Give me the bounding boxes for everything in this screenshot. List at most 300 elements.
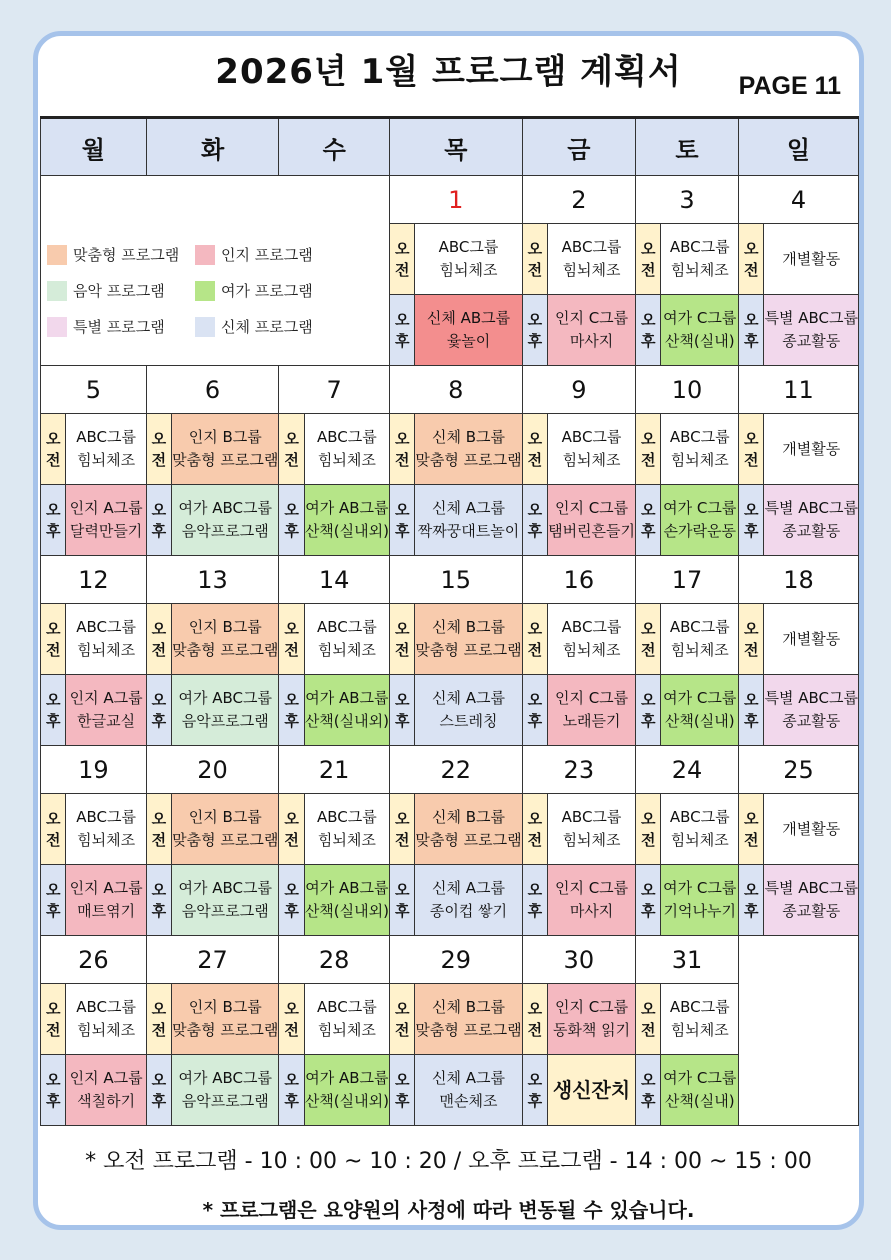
afternoon-program <box>661 675 739 746</box>
morning-slot-label: 오전 <box>636 984 661 1055</box>
legend-label: 특별 프로그램 <box>73 318 165 336</box>
legend-swatch <box>195 281 215 301</box>
program-activity: 맞춤형 프로그램 <box>172 831 279 849</box>
program-group: 인지 B그룹 <box>188 618 262 636</box>
program-activity: 힘뇌체조 <box>317 641 376 659</box>
morning-program <box>172 794 279 865</box>
day-number: 10 <box>636 366 739 414</box>
program-activity: 종교활동 <box>782 332 841 350</box>
legend-item <box>195 244 325 265</box>
program-group: 신체 A그룹 <box>432 879 506 897</box>
program-group: 인지 A그룹 <box>69 499 143 517</box>
program-group: 인지 C그룹 <box>554 879 629 897</box>
legend-item <box>47 316 195 337</box>
afternoon-row <box>41 865 859 936</box>
program-activity: 산책(실내) <box>664 712 735 730</box>
program-activity: 종교활동 <box>782 522 841 540</box>
morning-slot-label: 오전 <box>389 224 414 295</box>
afternoon-program <box>764 865 859 936</box>
afternoon-program <box>172 865 279 936</box>
program-activity: 맞춤형 프로그램 <box>172 1021 279 1039</box>
program-activity: 맞춤형 프로그램 <box>415 831 522 849</box>
program-group: ABC그룹 <box>669 428 730 446</box>
day-number: 7 <box>279 366 390 414</box>
morning-program <box>548 604 636 675</box>
program-group: 인지 C그룹 <box>554 998 629 1016</box>
morning-program <box>415 984 522 1055</box>
morning-program <box>304 414 389 485</box>
afternoon-program <box>548 675 636 746</box>
afternoon-slot-label: 오후 <box>636 865 661 936</box>
day-number: 31 <box>636 936 739 984</box>
program-activity: 힘뇌체조 <box>317 831 376 849</box>
program-group: 신체 B그룹 <box>432 618 506 636</box>
program-group: 인지 C그룹 <box>554 689 629 707</box>
morning-program <box>172 414 279 485</box>
program-group: 여가 C그룹 <box>663 879 737 897</box>
legend-swatch <box>195 317 215 337</box>
program-activity: 동화책 읽기 <box>552 1021 631 1039</box>
program-group: 여가 ABC그룹 <box>178 499 272 517</box>
morning-slot-label: 오전 <box>41 794 66 865</box>
program-group: ABC그룹 <box>76 998 136 1016</box>
afternoon-slot-label: 오후 <box>389 1055 414 1126</box>
morning-program <box>415 414 522 485</box>
legend-swatch <box>47 317 67 337</box>
afternoon-program <box>661 865 739 936</box>
program-activity: 힘뇌체조 <box>670 261 729 279</box>
morning-program <box>304 604 389 675</box>
afternoon-slot-label: 오후 <box>279 1055 304 1126</box>
morning-slot-label: 오전 <box>522 794 547 865</box>
program-group: 신체 B그룹 <box>432 808 506 826</box>
program-activity: 음악프로그램 <box>181 1092 269 1110</box>
afternoon-slot-label: 오후 <box>636 485 661 556</box>
afternoon-program <box>415 295 522 366</box>
morning-slot-label: 오전 <box>636 224 661 295</box>
program-group: 개별활동 <box>782 249 841 268</box>
program-group: 인지 C그룹 <box>554 309 629 327</box>
program-activity: 힘뇌체조 <box>670 641 729 659</box>
program-group: 개별활동 <box>782 439 841 458</box>
afternoon-slot-label: 오후 <box>738 865 763 936</box>
legend-swatch <box>195 245 215 265</box>
afternoon-slot-label: 오후 <box>146 865 171 936</box>
program-group: ABC그룹 <box>76 808 136 826</box>
program-group: 여가 C그룹 <box>663 689 737 707</box>
program-group: 인지 A그룹 <box>69 1069 143 1087</box>
program-group: 특별 ABC그룹 <box>764 689 858 707</box>
day-number: 24 <box>636 746 739 794</box>
program-activity: 마사지 <box>569 902 614 920</box>
morning-slot-label: 오전 <box>146 604 171 675</box>
program-activity: 맞춤형 프로그램 <box>415 1021 522 1039</box>
legend-label: 인지 프로그램 <box>221 246 313 264</box>
program-group: 여가 C그룹 <box>663 1069 737 1087</box>
program-activity: 힘뇌체조 <box>77 451 136 469</box>
weekday-header: 금 <box>522 118 635 176</box>
morning-program <box>415 794 522 865</box>
calendar-table <box>40 116 859 1126</box>
day-number: 1 <box>389 176 522 224</box>
program-group: 특별 ABC그룹 <box>764 309 858 327</box>
day-number: 2 <box>522 176 635 224</box>
program-activity: 음악프로그램 <box>181 712 269 730</box>
afternoon-program <box>764 295 859 366</box>
program-activity: 산책(실내외) <box>304 712 389 730</box>
afternoon-slot-label: 오후 <box>738 485 763 556</box>
program-group: 인지 B그룹 <box>188 428 262 446</box>
program-activity: 힘뇌체조 <box>317 1021 376 1039</box>
morning-slot-label: 오전 <box>522 414 547 485</box>
afternoon-slot-label: 오후 <box>279 675 304 746</box>
program-activity: 매트엮기 <box>77 902 136 920</box>
day-number: 18 <box>738 556 858 604</box>
afternoon-slot-label: 오후 <box>146 675 171 746</box>
morning-slot-label: 오전 <box>389 984 414 1055</box>
morning-slot-label: 오전 <box>738 224 763 295</box>
program-activity: 종이컵 쌓기 <box>429 902 508 920</box>
day-number: 4 <box>738 176 858 224</box>
day-number: 3 <box>636 176 739 224</box>
program-activity: 맞춤형 프로그램 <box>415 641 522 659</box>
program-activity: 힘뇌체조 <box>439 261 498 279</box>
morning-slot-label: 오전 <box>389 414 414 485</box>
afternoon-program <box>66 865 146 936</box>
program-activity: 윷놀이 <box>446 332 491 350</box>
program-activity: 산책(실내외) <box>304 522 389 540</box>
day-number: 5 <box>41 366 147 414</box>
program-group: 여가 AB그룹 <box>305 879 389 897</box>
morning-slot-label: 오전 <box>522 984 547 1055</box>
program-activity: 힘뇌체조 <box>562 451 621 469</box>
program-activity: 달력만들기 <box>69 522 143 540</box>
morning-program <box>66 414 146 485</box>
program-group: 여가 ABC그룹 <box>178 1069 272 1087</box>
day-number-row <box>41 936 859 984</box>
day-number: 13 <box>146 556 279 604</box>
program-group: 여가 ABC그룹 <box>178 879 272 897</box>
afternoon-program <box>415 865 522 936</box>
afternoon-program <box>172 1055 279 1126</box>
program-activity: 힘뇌체조 <box>670 1021 729 1039</box>
legend-item <box>47 244 195 265</box>
program-group: 신체 B그룹 <box>432 428 506 446</box>
program-activity: 종교활동 <box>782 902 841 920</box>
afternoon-slot-label: 오후 <box>279 865 304 936</box>
page-number-label: PAGE 11 <box>738 72 841 100</box>
morning-slot-label: 오전 <box>636 794 661 865</box>
morning-slot-label: 오전 <box>279 794 304 865</box>
morning-slot-label: 오전 <box>41 414 66 485</box>
afternoon-slot-label: 오후 <box>522 485 547 556</box>
morning-program <box>415 224 522 295</box>
afternoon-program <box>415 485 522 556</box>
program-group: 개별활동 <box>782 819 841 838</box>
weekday-header: 수 <box>279 118 390 176</box>
empty-cell <box>738 936 858 1126</box>
morning-program <box>764 604 859 675</box>
afternoon-slot-label: 오후 <box>738 295 763 366</box>
program-activity: 산책(실내) <box>664 1092 735 1110</box>
day-number: 16 <box>522 556 635 604</box>
morning-program <box>66 984 146 1055</box>
afternoon-program <box>661 485 739 556</box>
program-group: ABC그룹 <box>76 618 136 636</box>
afternoon-program <box>661 1055 739 1126</box>
program-group: ABC그룹 <box>317 618 377 636</box>
morning-slot-label: 오전 <box>389 794 414 865</box>
program-activity: 음악프로그램 <box>181 902 269 920</box>
program-group: 여가 AB그룹 <box>305 499 389 517</box>
program-activity: 산책(실내외) <box>304 1092 389 1110</box>
program-group: 인지 A그룹 <box>69 689 143 707</box>
program-group: ABC그룹 <box>561 808 622 826</box>
morning-slot-label: 오전 <box>279 604 304 675</box>
weekday-header: 화 <box>146 118 279 176</box>
morning-program <box>548 794 636 865</box>
afternoon-row <box>41 1055 859 1126</box>
day-number: 6 <box>146 366 279 414</box>
afternoon-slot-label: 오후 <box>389 865 414 936</box>
program-activity: 산책(실내) <box>664 332 735 350</box>
day-number: 8 <box>389 366 522 414</box>
program-group: 신체 A그룹 <box>432 499 506 517</box>
morning-program <box>661 794 739 865</box>
program-activity: 종교활동 <box>782 712 841 730</box>
afternoon-program <box>66 1055 146 1126</box>
legend-swatch <box>47 281 67 301</box>
program-activity: 힘뇌체조 <box>77 831 136 849</box>
program-group: ABC그룹 <box>317 998 377 1016</box>
legend-label: 음악 프로그램 <box>73 282 165 300</box>
day-number: 20 <box>146 746 279 794</box>
afternoon-program <box>548 295 636 366</box>
weekday-header: 월 <box>41 118 147 176</box>
morning-slot-label: 오전 <box>279 984 304 1055</box>
afternoon-program <box>304 1055 389 1126</box>
afternoon-slot-label: 오후 <box>636 295 661 366</box>
program-group: ABC그룹 <box>669 618 730 636</box>
day-number: 9 <box>522 366 635 414</box>
morning-program <box>304 984 389 1055</box>
program-group: 인지 A그룹 <box>69 879 143 897</box>
morning-row <box>41 984 859 1055</box>
afternoon-slot-label: 오후 <box>522 865 547 936</box>
morning-program <box>661 224 739 295</box>
day-number: 15 <box>389 556 522 604</box>
afternoon-program <box>548 1055 636 1126</box>
program-activity: 노래듣기 <box>562 712 621 730</box>
morning-slot-label: 오전 <box>522 604 547 675</box>
morning-slot-label: 오전 <box>41 604 66 675</box>
afternoon-slot-label: 오후 <box>279 485 304 556</box>
afternoon-program <box>66 485 146 556</box>
afternoon-slot-label: 오후 <box>522 1055 547 1126</box>
afternoon-slot-label: 오후 <box>522 675 547 746</box>
afternoon-program <box>66 675 146 746</box>
program-group: 인지 B그룹 <box>188 998 262 1016</box>
day-number: 19 <box>41 746 147 794</box>
afternoon-program <box>172 675 279 746</box>
morning-slot-label: 오전 <box>738 604 763 675</box>
morning-program <box>66 604 146 675</box>
morning-slot-label: 오전 <box>738 414 763 485</box>
morning-slot-label: 오전 <box>41 984 66 1055</box>
afternoon-slot-label: 오후 <box>389 485 414 556</box>
legend-item <box>47 280 195 301</box>
program-group: ABC그룹 <box>669 808 730 826</box>
afternoon-program <box>764 675 859 746</box>
day-number: 21 <box>279 746 390 794</box>
afternoon-slot-label: 오후 <box>41 675 66 746</box>
afternoon-slot-label: 오후 <box>146 1055 171 1126</box>
morning-slot-label: 오전 <box>738 794 763 865</box>
program-activity: 색칠하기 <box>77 1092 136 1110</box>
program-activity: 힘뇌체조 <box>77 641 136 659</box>
program-group: ABC그룹 <box>317 808 377 826</box>
afternoon-slot-label: 오후 <box>636 1055 661 1126</box>
afternoon-slot-label: 오후 <box>41 1055 66 1126</box>
program-group: 생신잔치 <box>552 1077 631 1102</box>
program-activity: 맞춤형 프로그램 <box>172 641 279 659</box>
day-number: 23 <box>522 746 635 794</box>
legend <box>41 176 390 366</box>
morning-program <box>764 794 859 865</box>
afternoon-program <box>304 865 389 936</box>
morning-slot-label: 오전 <box>146 414 171 485</box>
program-activity: 짝짜꿍대트놀이 <box>417 522 520 540</box>
schedule-sheet <box>33 31 864 1230</box>
program-group: 여가 C그룹 <box>663 309 737 327</box>
program-group: 여가 AB그룹 <box>305 689 389 707</box>
morning-slot-label: 오전 <box>146 984 171 1055</box>
morning-program <box>764 224 859 295</box>
afternoon-slot-label: 오후 <box>389 675 414 746</box>
program-group: 여가 AB그룹 <box>305 1069 389 1087</box>
program-activity: 힘뇌체조 <box>562 261 621 279</box>
program-group: ABC그룹 <box>561 618 622 636</box>
afternoon-program <box>415 675 522 746</box>
program-group: 신체 AB그룹 <box>426 309 511 327</box>
day-number: 14 <box>279 556 390 604</box>
day-number: 17 <box>636 556 739 604</box>
program-group: ABC그룹 <box>561 238 622 256</box>
morning-row <box>41 604 859 675</box>
program-activity: 기억나누기 <box>663 902 736 920</box>
legend-item <box>195 280 325 301</box>
program-activity: 힘뇌체조 <box>317 451 376 469</box>
program-group: ABC그룹 <box>76 428 136 446</box>
program-activity: 손가락운동 <box>663 522 736 540</box>
day-number-row <box>41 556 859 604</box>
afternoon-program <box>304 675 389 746</box>
day-number: 29 <box>389 936 522 984</box>
morning-slot-label: 오전 <box>146 794 171 865</box>
afternoon-program <box>764 485 859 556</box>
program-activity: 힘뇌체조 <box>77 1021 136 1039</box>
morning-program <box>661 414 739 485</box>
program-activity: 음악프로그램 <box>181 522 269 540</box>
morning-slot-label: 오전 <box>279 414 304 485</box>
afternoon-slot-label: 오후 <box>522 295 547 366</box>
afternoon-slot-label: 오후 <box>636 675 661 746</box>
program-group: 신체 A그룹 <box>432 689 506 707</box>
program-activity: 맞춤형 프로그램 <box>172 451 279 469</box>
morning-program <box>764 414 859 485</box>
program-group: 인지 B그룹 <box>188 808 262 826</box>
afternoon-program <box>661 295 739 366</box>
program-group: 여가 ABC그룹 <box>178 689 272 707</box>
weekday-header-row <box>41 118 859 176</box>
program-group: ABC그룹 <box>669 998 730 1016</box>
morning-program <box>415 604 522 675</box>
morning-program <box>661 604 739 675</box>
weekday-header: 목 <box>389 118 522 176</box>
morning-program <box>172 984 279 1055</box>
morning-program <box>172 604 279 675</box>
morning-program <box>66 794 146 865</box>
day-number: 25 <box>738 746 858 794</box>
day-number: 30 <box>522 936 635 984</box>
day-number-row <box>41 366 859 414</box>
legend-swatch <box>47 245 67 265</box>
program-group: 신체 A그룹 <box>432 1069 506 1087</box>
afternoon-program <box>304 485 389 556</box>
program-activity: 힘뇌체조 <box>562 641 621 659</box>
program-activity: 산책(실내외) <box>304 902 389 920</box>
afternoon-program <box>172 485 279 556</box>
program-group: 특별 ABC그룹 <box>764 879 858 897</box>
program-activity: 한글교실 <box>77 712 136 730</box>
legend-label: 신체 프로그램 <box>221 318 313 336</box>
morning-row <box>41 414 859 485</box>
morning-program <box>304 794 389 865</box>
morning-slot-label: 오전 <box>636 414 661 485</box>
morning-slot-label: 오전 <box>636 604 661 675</box>
program-activity: 탬버린흔들기 <box>548 522 636 540</box>
day-number-row <box>41 176 859 224</box>
afternoon-program <box>548 865 636 936</box>
time-note: * 오전 프로그램 - 10 : 00 ~ 10 : 20 / 오후 프로그램 - 14 : 00 ~ 15 : 00 <box>85 1149 812 1174</box>
day-number: 28 <box>279 936 390 984</box>
weekday-header: 토 <box>636 118 739 176</box>
program-group: 인지 C그룹 <box>554 499 629 517</box>
program-group: 개별활동 <box>782 629 841 648</box>
program-activity: 힘뇌체조 <box>670 451 729 469</box>
morning-program <box>548 984 636 1055</box>
program-group: ABC그룹 <box>438 238 499 256</box>
afternoon-program <box>548 485 636 556</box>
weekday-header: 일 <box>738 118 858 176</box>
afternoon-slot-label: 오후 <box>389 295 414 366</box>
program-activity: 맞춤형 프로그램 <box>415 451 522 469</box>
afternoon-row <box>41 485 859 556</box>
afternoon-slot-label: 오후 <box>41 865 66 936</box>
legend-item <box>195 316 325 337</box>
day-number-row <box>41 746 859 794</box>
program-activity: 맨손체조 <box>439 1092 498 1110</box>
program-group: ABC그룹 <box>561 428 622 446</box>
day-number: 11 <box>738 366 858 414</box>
program-activity: 마사지 <box>569 332 614 350</box>
morning-slot-label: 오전 <box>389 604 414 675</box>
afternoon-slot-label: 오후 <box>146 485 171 556</box>
program-group: 특별 ABC그룹 <box>764 499 858 517</box>
morning-row <box>41 794 859 865</box>
afternoon-program <box>415 1055 522 1126</box>
day-number: 26 <box>41 936 147 984</box>
